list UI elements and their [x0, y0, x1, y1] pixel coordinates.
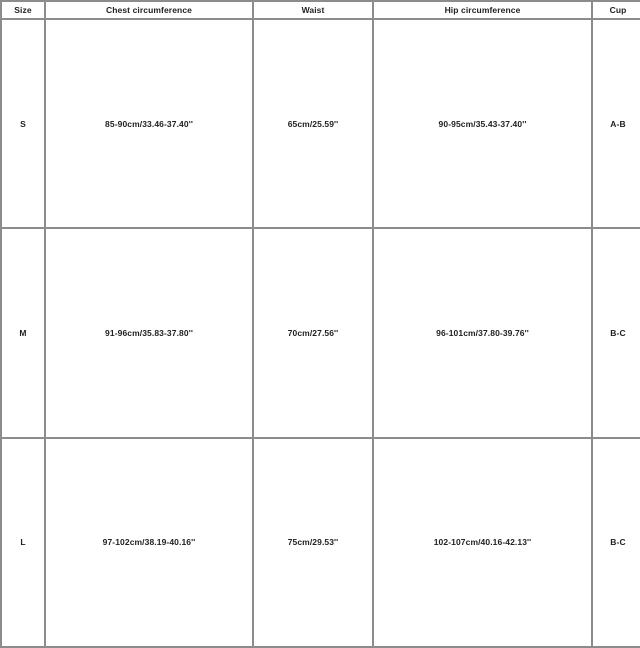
- cell-size: L: [1, 438, 45, 647]
- header-chest-circumference: Chest circumference: [45, 1, 253, 19]
- cell-size: M: [1, 228, 45, 437]
- cell-hip: 96-101cm/37.80-39.76'': [373, 228, 592, 437]
- cell-cup: A-B: [592, 19, 640, 228]
- cell-size: S: [1, 19, 45, 228]
- table-row: [1, 228, 640, 437]
- table-row: [1, 19, 640, 228]
- cell-hip: 102-107cm/40.16-42.13'': [373, 438, 592, 647]
- cell-waist: 75cm/29.53'': [253, 438, 373, 647]
- header-waist: Waist: [253, 1, 373, 19]
- cell-chest: 85-90cm/33.46-37.40'': [45, 19, 253, 228]
- cell-cup: B-C: [592, 228, 640, 437]
- header-row: [1, 1, 640, 19]
- cell-chest: 91-96cm/35.83-37.80'': [45, 228, 253, 437]
- cell-hip: 90-95cm/35.43-37.40'': [373, 19, 592, 228]
- cell-chest: 97-102cm/38.19-40.16'': [45, 438, 253, 647]
- cell-cup: B-C: [592, 438, 640, 647]
- header-size: Size: [1, 1, 45, 19]
- table-row: [1, 438, 640, 647]
- cell-waist: 70cm/27.56'': [253, 228, 373, 437]
- header-cup: Cup: [592, 1, 640, 19]
- cell-waist: 65cm/25.59'': [253, 19, 373, 228]
- header-hip-circumference: Hip circumference: [373, 1, 592, 19]
